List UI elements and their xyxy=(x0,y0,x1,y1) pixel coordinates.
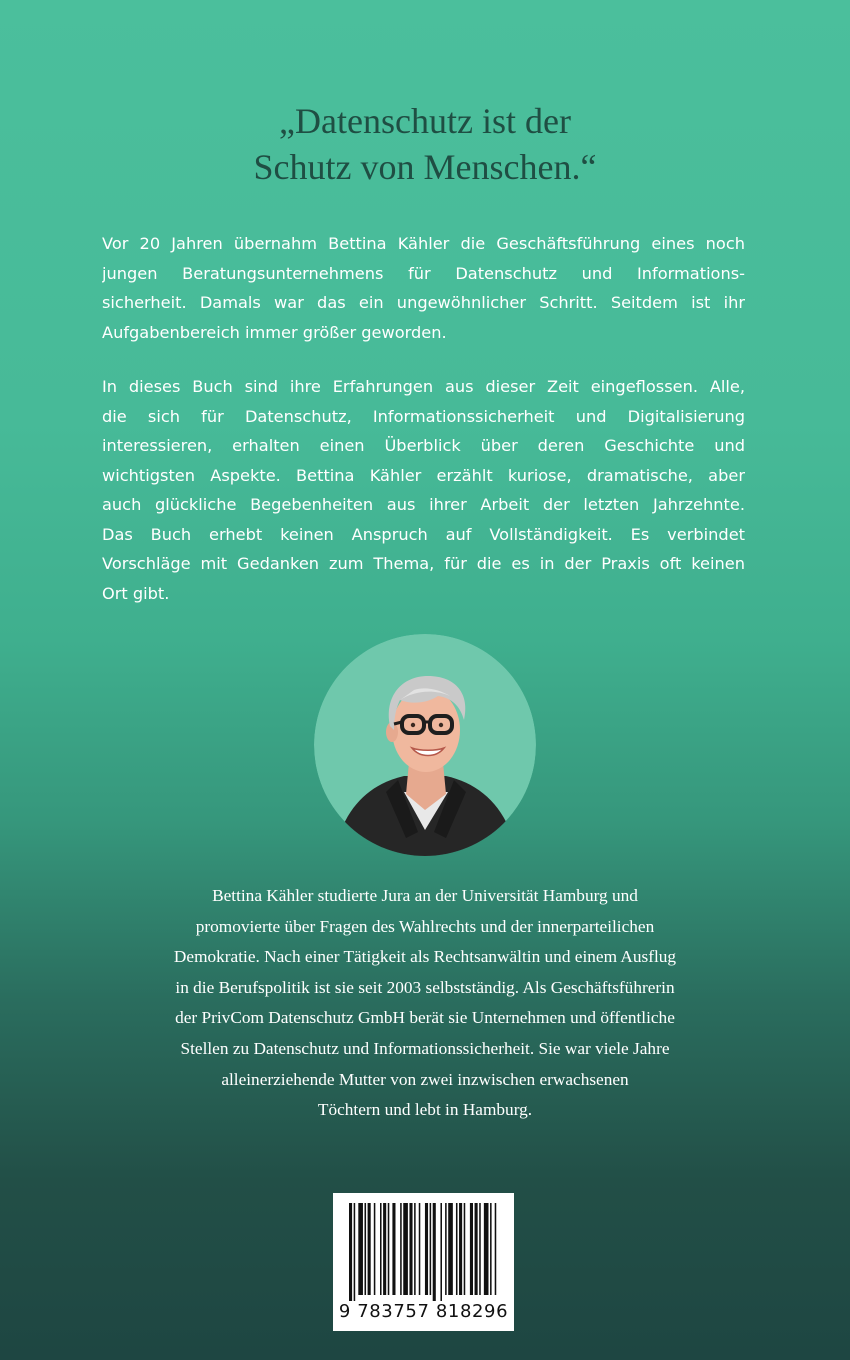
barcode-bar xyxy=(490,1203,492,1295)
barcode-bar xyxy=(433,1203,436,1301)
blurb-line: Vor 20 Jahren übernahm Bettina Kähler die Geschäftsführung eines noch xyxy=(102,234,745,253)
quote-line-1: „Datenschutz ist der xyxy=(279,101,571,141)
blurb-line: Aufgabenbereich immer größer geworden. xyxy=(102,322,447,342)
barcode-bar xyxy=(470,1203,473,1295)
author-portrait-illustration xyxy=(314,634,536,856)
barcode-bars xyxy=(333,1193,514,1303)
bio-line: alleinerziehende Mutter von zwei inzwischen erwachsenen xyxy=(221,1069,629,1089)
blurb-paragraph-2 xyxy=(102,372,745,608)
barcode-bar xyxy=(392,1203,395,1295)
isbn-number: 9 783757 818296 xyxy=(338,1301,509,1322)
bio-line: Bettina Kähler studierte Jura an der Universität Hamburg und xyxy=(212,886,638,905)
barcode-bar xyxy=(459,1203,462,1295)
blurb-paragraph-1 xyxy=(102,229,745,347)
blurb-line: auch glückliche Begebenheiten aus ihrer Arbeit der letzten Jahrzehnte. xyxy=(102,495,745,514)
barcode-bar xyxy=(365,1203,367,1295)
blurb-line: Das Buch erhebt keinen Anspruch auf Vollständigkeit. Es verbindet xyxy=(102,524,745,544)
barcode-bar xyxy=(380,1203,382,1295)
bio-line: Stellen zu Datenschutz und Informationssicherheit. Sie war viele Jahre xyxy=(180,1038,670,1058)
barcode-bar xyxy=(374,1203,376,1295)
barcode-bar xyxy=(419,1203,421,1295)
blurb-line: die sich für Datenschutz, Informationssicherheit und Digitalisierung xyxy=(102,406,745,426)
barcode-bar xyxy=(400,1203,402,1295)
bio-line: der PrivCom Datenschutz GmbH berät sie Unternehmen und öffentliche xyxy=(175,1008,675,1028)
barcode-bar xyxy=(456,1203,458,1295)
barcode-bar xyxy=(479,1203,481,1295)
barcode-bar xyxy=(403,1203,408,1295)
author-portrait xyxy=(314,634,536,856)
barcode-bar xyxy=(475,1203,478,1295)
author-bio xyxy=(100,881,750,1126)
bio-line: Töchtern und lebt in Hamburg. xyxy=(317,1100,533,1120)
blurb-line: jungen Beratungsunternehmens für Datenschutz und Informations- xyxy=(102,263,745,283)
barcode-bar xyxy=(409,1203,412,1295)
barcode-bar xyxy=(448,1203,453,1295)
barcode-bar xyxy=(484,1203,489,1295)
barcode-bar xyxy=(354,1203,356,1301)
blurb-line: Vorschläge mit Gedanken zum Thema, für die es in der Praxis oft keinen xyxy=(102,554,745,573)
back-cover-quote xyxy=(0,98,850,190)
barcode-bar xyxy=(368,1203,371,1295)
barcode-bar xyxy=(414,1203,416,1295)
barcode-bar xyxy=(383,1203,386,1295)
blurb-line: sicherheit. Damals war das ein ungewöhnlicher Schritt. Seitdem ist ihr xyxy=(102,293,745,312)
blurb-line: wichtigsten Aspekte. Bettina Kähler erzählt kuriose, dramatische, aber xyxy=(102,465,745,485)
barcode-bar xyxy=(464,1203,466,1295)
barcode-bar xyxy=(430,1203,432,1295)
blurb-line: In dieses Buch sind ihre Erfahrungen aus dieser Zeit eingeflossen. Alle, xyxy=(102,377,745,396)
blurb-line: Ort gibt. xyxy=(102,583,170,603)
bio-line: promovierte über Fragen des Wahlrechts und der innerparteilichen xyxy=(195,916,655,936)
barcode-bar xyxy=(495,1203,497,1295)
barcode-bar xyxy=(440,1203,442,1301)
quote-line-2: Schutz von Menschen.“ xyxy=(253,147,597,187)
blurb-line: interessieren, erhalten einen Überblick über deren Geschichte und xyxy=(102,436,745,455)
isbn-barcode xyxy=(333,1193,514,1331)
bio-line: Demokratie. Nach einer Tätigkeit als Rechtsanwältin und einem Ausflug xyxy=(173,947,677,967)
barcode-bar xyxy=(358,1203,363,1295)
bio-line: in die Berufspolitik ist sie seit 2003 selbstständig. Als Geschäftsführerin xyxy=(175,977,675,997)
barcode-bar xyxy=(445,1203,447,1295)
barcode-bar xyxy=(425,1203,428,1295)
barcode-bar xyxy=(349,1203,352,1301)
barcode-bar xyxy=(388,1203,390,1295)
